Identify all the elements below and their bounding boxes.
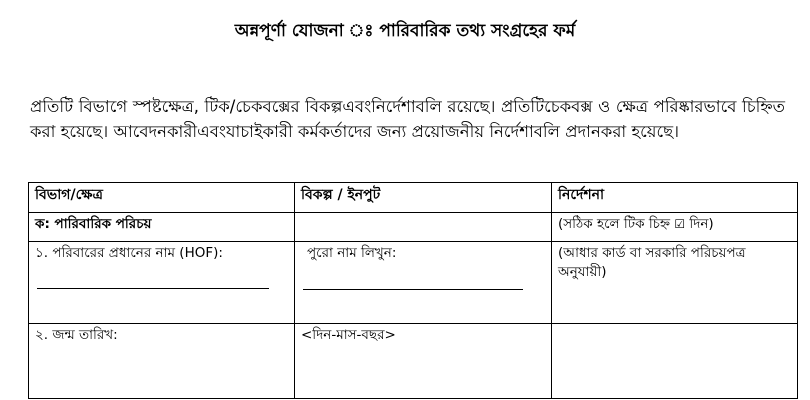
section-a-row bbox=[29, 213, 798, 242]
intro-paragraph: প্রতিটি বিভাগে স্পষ্টক্ষেত্র, টিক/চেকবক্সের বিকল্পএবংনির্দেশাবলি রয়েছে। প্রতিটিচেকবক্স ও ক্ষেত্র পরিষ্কারভাবে চিহ্নিত করা হয়েছে। আবেদনকারীএবংযাচাইকারী কর্মকর্তাদের জন্য প্রয়োজনীয় নির্দেশাবলি প্রদানকরা হয়েছে। bbox=[30, 97, 785, 141]
dob-input-placeholder[interactable]: <দিন-মাস-বছর> bbox=[295, 324, 552, 399]
hof-name-field-label: ১. পরিবারের প্রধানের নাম (HOF): bbox=[35, 245, 223, 261]
section-a-empty-cell bbox=[295, 213, 552, 242]
form-table bbox=[28, 182, 798, 399]
section-a-note bbox=[552, 213, 798, 242]
header-option-input: বিকল্প / ইনপুট bbox=[295, 183, 552, 213]
hof-name-instruction: (আধার কার্ড বা সরকারি পরিচয়পত্র অনুযায়ী) bbox=[552, 242, 798, 324]
full-name-blank-line[interactable] bbox=[303, 289, 523, 290]
hof-name-field-cell bbox=[29, 242, 295, 324]
dob-instruction bbox=[552, 324, 798, 399]
section-a-label: ক: পারিবারিক পরিচয় bbox=[29, 213, 295, 242]
table-header-row bbox=[29, 183, 798, 213]
dob-field-label: ২. জন্ম তারিখ: bbox=[29, 324, 295, 399]
table-row bbox=[29, 242, 798, 324]
header-instruction: নির্দেশনা bbox=[552, 183, 798, 213]
section-a-note-after: দিন) bbox=[685, 216, 714, 232]
form-title: অন্নপূর্ণা যোজনা ঃ পারিবারিক তথ্য সংগ্রহের ফর্ম bbox=[234, 21, 576, 41]
hof-name-input-cell bbox=[295, 242, 552, 324]
table-row bbox=[29, 324, 798, 399]
full-name-label: পুরো নাম লিখুন: bbox=[307, 245, 397, 261]
checkbox-icon: ☑ bbox=[674, 217, 686, 231]
header-section-field: বিভাগ/ক্ষেত্র bbox=[29, 183, 295, 213]
hof-name-blank-line[interactable] bbox=[37, 288, 269, 289]
section-a-note-before: (সঠিক হলে টিক চিহ্ন bbox=[558, 216, 675, 232]
